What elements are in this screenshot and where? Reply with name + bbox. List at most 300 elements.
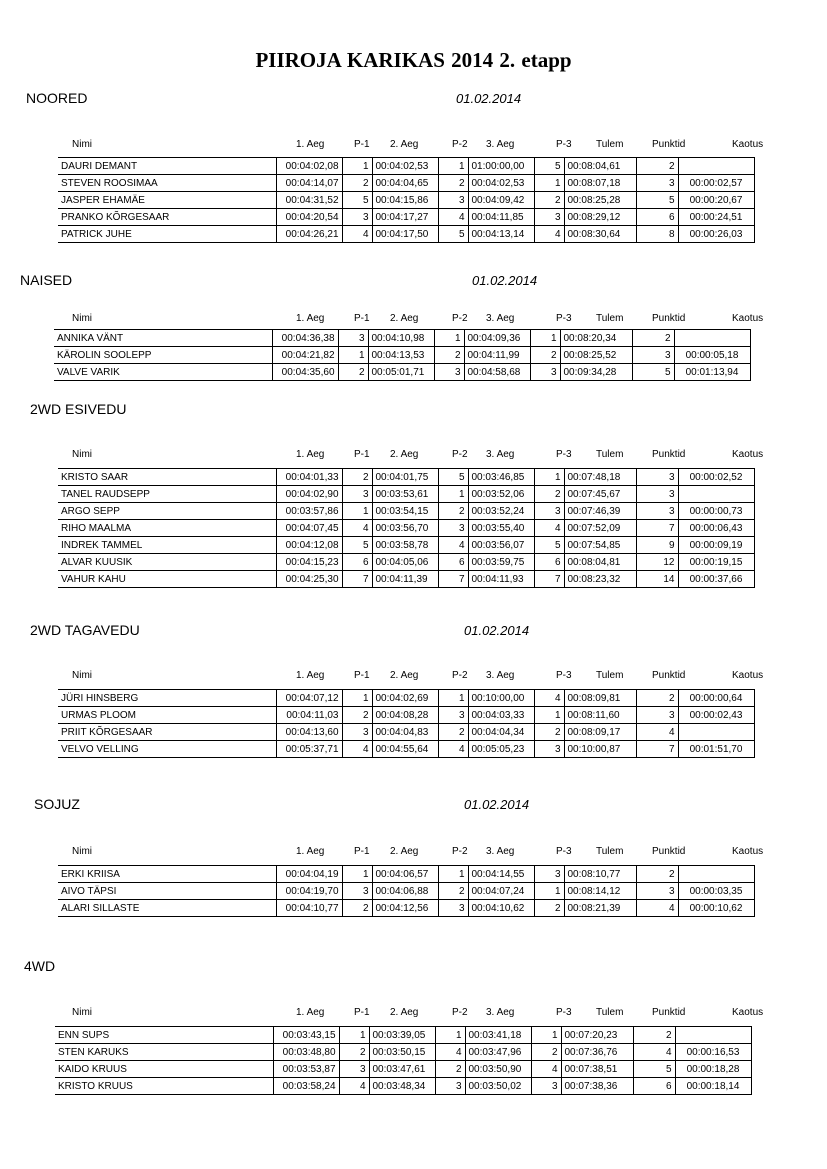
table-row xyxy=(58,209,754,226)
cell-punktid: 7 xyxy=(636,520,678,537)
cell-aeg3: 00:05:05,23 xyxy=(468,741,534,758)
cell-aeg3: 00:04:11,93 xyxy=(468,571,534,588)
cell-punktid: 2 xyxy=(632,330,674,347)
cell-kaotus: 00:00:09,19 xyxy=(678,537,754,554)
cell-tulem: 00:07:46,39 xyxy=(564,503,636,520)
cell-kaotus: 00:00:02,52 xyxy=(678,469,754,486)
column-header-aeg1: 1. Aeg xyxy=(296,1007,325,1018)
cell-punktid: 2 xyxy=(636,866,678,883)
cell-p3: 3 xyxy=(534,866,564,883)
cell-punktid: 3 xyxy=(636,883,678,900)
cell-p1: 1 xyxy=(338,347,368,364)
column-header-aeg3: 3. Aeg xyxy=(486,449,515,460)
table-row xyxy=(58,571,754,588)
cell-tulem: 00:07:38,51 xyxy=(561,1061,633,1078)
column-header-aeg1: 1. Aeg xyxy=(296,139,325,150)
column-header-aeg1: 1. Aeg xyxy=(296,846,325,857)
cell-p1: 3 xyxy=(339,1061,369,1078)
cell-kaotus xyxy=(678,866,754,883)
cell-p1: 3 xyxy=(342,724,372,741)
column-header-punktid: Punktid xyxy=(652,313,686,324)
column-header-p2: P-2 xyxy=(452,139,468,150)
column-header-aeg2: 2. Aeg xyxy=(390,449,419,460)
column-header-name: Nimi xyxy=(72,449,92,460)
cell-tulem: 00:08:07,18 xyxy=(564,175,636,192)
cell-aeg3: 00:04:14,55 xyxy=(468,866,534,883)
cell-aeg3: 00:03:56,07 xyxy=(468,537,534,554)
cell-aeg1: 00:04:07,12 xyxy=(276,690,342,707)
cell-aeg1: 00:04:02,08 xyxy=(276,158,342,175)
column-header-kaotus: Kaotus xyxy=(732,846,764,857)
cell-name: TANEL RAUDSEPP xyxy=(58,486,276,503)
cell-aeg2: 00:04:13,53 xyxy=(368,347,434,364)
table-row xyxy=(58,554,754,571)
cell-tulem: 00:07:36,76 xyxy=(561,1044,633,1061)
column-header-tulem: Tulem xyxy=(596,139,624,150)
cell-punktid: 7 xyxy=(636,741,678,758)
cell-aeg2: 00:03:47,61 xyxy=(369,1061,435,1078)
column-header-p1: P-1 xyxy=(354,449,370,460)
cell-p3: 1 xyxy=(531,1027,561,1044)
cell-tulem: 00:08:09,81 xyxy=(564,690,636,707)
cell-kaotus: 00:00:02,43 xyxy=(678,707,754,724)
column-header-p1: P-1 xyxy=(354,846,370,857)
cell-p1: 2 xyxy=(338,364,368,381)
cell-aeg3: 00:03:52,06 xyxy=(468,486,534,503)
table-row xyxy=(58,741,754,758)
cell-name: ARGO SEPP xyxy=(58,503,276,520)
cell-aeg1: 00:04:20,54 xyxy=(276,209,342,226)
cell-p2: 5 xyxy=(438,226,468,243)
cell-tulem: 00:10:00,87 xyxy=(564,741,636,758)
cell-aeg2: 00:04:02,69 xyxy=(372,690,438,707)
cell-aeg2: 00:04:06,88 xyxy=(372,883,438,900)
cell-aeg1: 00:04:07,45 xyxy=(276,520,342,537)
column-header-p2: P-2 xyxy=(452,313,468,324)
column-header-tulem: Tulem xyxy=(596,670,624,681)
cell-name: RIHO MAALMA xyxy=(58,520,276,537)
cell-aeg3: 00:03:52,24 xyxy=(468,503,534,520)
results-table-sojuz xyxy=(58,865,755,917)
cell-name: ALVAR KUUSIK xyxy=(58,554,276,571)
cell-aeg3: 00:03:55,40 xyxy=(468,520,534,537)
cell-aeg3: 00:04:04,34 xyxy=(468,724,534,741)
cell-tulem: 00:08:23,32 xyxy=(564,571,636,588)
cell-p1: 2 xyxy=(342,900,372,917)
table-row xyxy=(58,469,754,486)
table-row xyxy=(58,192,754,209)
table-row xyxy=(58,883,754,900)
cell-p3: 3 xyxy=(534,741,564,758)
column-header-punktid: Punktid xyxy=(652,670,686,681)
cell-p3: 2 xyxy=(534,900,564,917)
cell-name: DAURI DEMANT xyxy=(58,158,276,175)
column-header-aeg3: 3. Aeg xyxy=(486,670,515,681)
cell-punktid: 3 xyxy=(636,503,678,520)
table-row xyxy=(58,537,754,554)
cell-aeg3: 00:03:50,90 xyxy=(465,1061,531,1078)
results-table-2wd-tagavedu xyxy=(58,689,755,758)
cell-tulem: 00:09:34,28 xyxy=(560,364,632,381)
cell-kaotus: 00:00:05,18 xyxy=(674,347,750,364)
cell-kaotus: 00:00:00,73 xyxy=(678,503,754,520)
cell-name: VALVE VARIK xyxy=(54,364,272,381)
cell-aeg1: 00:04:13,60 xyxy=(276,724,342,741)
cell-p1: 2 xyxy=(339,1044,369,1061)
cell-p1: 1 xyxy=(342,690,372,707)
cell-p3: 4 xyxy=(534,520,564,537)
cell-name: JÜRI HINSBERG xyxy=(58,690,276,707)
section-date: 01.02.2014 xyxy=(456,91,522,106)
cell-p2: 4 xyxy=(438,741,468,758)
cell-punktid: 3 xyxy=(636,175,678,192)
cell-punktid: 3 xyxy=(636,486,678,503)
column-header-p1: P-1 xyxy=(354,313,370,324)
cell-p1: 7 xyxy=(342,571,372,588)
cell-aeg1: 00:03:48,80 xyxy=(273,1044,339,1061)
cell-p3: 4 xyxy=(531,1061,561,1078)
column-header-punktid: Punktid xyxy=(652,449,686,460)
cell-kaotus: 00:00:19,15 xyxy=(678,554,754,571)
cell-punktid: 6 xyxy=(633,1078,675,1095)
cell-aeg2: 00:04:17,27 xyxy=(372,209,438,226)
section-title-2wd-esivedu: 2WD ESIVEDU xyxy=(30,401,127,417)
cell-kaotus: 00:00:03,35 xyxy=(678,883,754,900)
cell-p2: 3 xyxy=(435,1078,465,1095)
cell-p1: 4 xyxy=(342,741,372,758)
cell-p3: 3 xyxy=(531,1078,561,1095)
column-header-aeg2: 2. Aeg xyxy=(390,1007,419,1018)
cell-aeg3: 00:04:09,36 xyxy=(464,330,530,347)
cell-kaotus xyxy=(678,486,754,503)
cell-aeg2: 00:03:53,61 xyxy=(372,486,438,503)
table-row xyxy=(55,1061,751,1078)
column-header-aeg2: 2. Aeg xyxy=(390,313,419,324)
cell-p1: 3 xyxy=(342,486,372,503)
cell-tulem: 00:08:21,39 xyxy=(564,900,636,917)
cell-p2: 2 xyxy=(438,175,468,192)
cell-p3: 1 xyxy=(534,883,564,900)
cell-tulem: 00:07:20,23 xyxy=(561,1027,633,1044)
cell-aeg2: 00:04:06,57 xyxy=(372,866,438,883)
cell-p1: 4 xyxy=(339,1078,369,1095)
cell-p1: 4 xyxy=(342,226,372,243)
table-row xyxy=(54,347,750,364)
cell-punktid: 5 xyxy=(636,192,678,209)
cell-kaotus: 00:00:26,03 xyxy=(678,226,754,243)
cell-p1: 1 xyxy=(342,866,372,883)
cell-kaotus: 00:00:18,28 xyxy=(675,1061,751,1078)
cell-p2: 4 xyxy=(435,1044,465,1061)
cell-p2: 3 xyxy=(434,364,464,381)
column-header-kaotus: Kaotus xyxy=(732,313,764,324)
cell-name: URMAS PLOOM xyxy=(58,707,276,724)
cell-kaotus: 00:00:37,66 xyxy=(678,571,754,588)
cell-aeg2: 00:04:04,83 xyxy=(372,724,438,741)
cell-p3: 1 xyxy=(534,469,564,486)
cell-aeg3: 00:03:50,02 xyxy=(465,1078,531,1095)
cell-tulem: 00:07:48,18 xyxy=(564,469,636,486)
cell-punktid: 3 xyxy=(632,347,674,364)
cell-aeg2: 00:03:50,15 xyxy=(369,1044,435,1061)
cell-tulem: 00:08:25,28 xyxy=(564,192,636,209)
page-title: PIIROJA KARIKAS 2014 2. etapp xyxy=(255,48,572,72)
column-header-p1: P-1 xyxy=(354,1007,370,1018)
cell-name: ERKI KRIISA xyxy=(58,866,276,883)
cell-p3: 3 xyxy=(534,209,564,226)
column-header-aeg1: 1. Aeg xyxy=(296,670,325,681)
table-row xyxy=(58,503,754,520)
cell-aeg1: 00:03:57,86 xyxy=(276,503,342,520)
cell-p2: 4 xyxy=(438,209,468,226)
cell-p3: 2 xyxy=(531,1044,561,1061)
cell-kaotus: 00:00:16,53 xyxy=(675,1044,751,1061)
cell-aeg2: 00:04:11,39 xyxy=(372,571,438,588)
cell-tulem: 00:08:04,81 xyxy=(564,554,636,571)
cell-p1: 3 xyxy=(342,209,372,226)
column-header-kaotus: Kaotus xyxy=(732,1007,764,1018)
cell-name: ANNIKA VÄNT xyxy=(54,330,272,347)
cell-p2: 1 xyxy=(438,486,468,503)
column-header-punktid: Punktid xyxy=(652,846,686,857)
cell-p3: 2 xyxy=(534,486,564,503)
cell-p3: 2 xyxy=(534,724,564,741)
results-table-2wd-esivedu xyxy=(58,468,755,588)
column-header-p3: P-3 xyxy=(556,313,572,324)
cell-name: VAHUR KAHU xyxy=(58,571,276,588)
cell-name: PRIIT KÕRGESAAR xyxy=(58,724,276,741)
cell-kaotus: 00:00:24,51 xyxy=(678,209,754,226)
table-row xyxy=(58,724,754,741)
table-row xyxy=(54,364,750,381)
cell-aeg2: 00:05:01,71 xyxy=(368,364,434,381)
cell-aeg1: 00:04:15,23 xyxy=(276,554,342,571)
cell-tulem: 00:07:45,67 xyxy=(564,486,636,503)
cell-aeg2: 00:03:54,15 xyxy=(372,503,438,520)
cell-punktid: 8 xyxy=(636,226,678,243)
cell-tulem: 00:07:38,36 xyxy=(561,1078,633,1095)
cell-p2: 6 xyxy=(438,554,468,571)
cell-punktid: 4 xyxy=(633,1044,675,1061)
cell-kaotus: 00:00:20,67 xyxy=(678,192,754,209)
cell-aeg2: 00:03:56,70 xyxy=(372,520,438,537)
section-title-4wd: 4WD xyxy=(24,958,56,974)
cell-aeg3: 00:03:59,75 xyxy=(468,554,534,571)
cell-aeg3: 00:03:46,85 xyxy=(468,469,534,486)
cell-kaotus: 00:01:13,94 xyxy=(674,364,750,381)
cell-p3: 5 xyxy=(534,158,564,175)
cell-name: KÄROLIN SOOLEPP xyxy=(54,347,272,364)
section-date: 01.02.2014 xyxy=(464,623,530,638)
cell-aeg3: 00:04:02,53 xyxy=(468,175,534,192)
cell-kaotus: 00:01:51,70 xyxy=(678,741,754,758)
cell-p1: 6 xyxy=(342,554,372,571)
column-header-aeg3: 3. Aeg xyxy=(486,1007,515,1018)
cell-aeg2: 00:04:10,98 xyxy=(368,330,434,347)
cell-aeg2: 00:04:04,65 xyxy=(372,175,438,192)
cell-p3: 2 xyxy=(530,347,560,364)
cell-kaotus xyxy=(675,1027,751,1044)
column-header-p1: P-1 xyxy=(354,670,370,681)
column-header-tulem: Tulem xyxy=(596,846,624,857)
cell-p2: 2 xyxy=(435,1061,465,1078)
column-header-aeg2: 2. Aeg xyxy=(390,846,419,857)
column-header-aeg1: 1. Aeg xyxy=(296,313,325,324)
cell-name: KRISTO KRUUS xyxy=(55,1078,273,1095)
cell-aeg2: 00:04:55,64 xyxy=(372,741,438,758)
column-header-p2: P-2 xyxy=(452,1007,468,1018)
cell-aeg1: 00:04:01,33 xyxy=(276,469,342,486)
cell-aeg3: 00:04:13,14 xyxy=(468,226,534,243)
cell-p2: 1 xyxy=(435,1027,465,1044)
cell-p2: 7 xyxy=(438,571,468,588)
cell-p2: 2 xyxy=(438,724,468,741)
cell-aeg3: 00:04:58,68 xyxy=(464,364,530,381)
column-header-name: Nimi xyxy=(72,670,92,681)
cell-aeg1: 00:04:26,21 xyxy=(276,226,342,243)
cell-p2: 3 xyxy=(438,520,468,537)
cell-aeg1: 00:04:02,90 xyxy=(276,486,342,503)
column-header-p2: P-2 xyxy=(452,846,468,857)
cell-tulem: 00:08:20,34 xyxy=(560,330,632,347)
cell-aeg3: 00:04:11,99 xyxy=(464,347,530,364)
cell-punktid: 3 xyxy=(636,707,678,724)
results-table-noored xyxy=(58,157,755,243)
cell-aeg1: 00:04:25,30 xyxy=(276,571,342,588)
cell-punktid: 9 xyxy=(636,537,678,554)
cell-name: KRISTO SAAR xyxy=(58,469,276,486)
cell-tulem: 00:08:04,61 xyxy=(564,158,636,175)
cell-p2: 1 xyxy=(438,866,468,883)
column-header-p2: P-2 xyxy=(452,670,468,681)
column-header-p1: P-1 xyxy=(354,139,370,150)
column-header-tulem: Tulem xyxy=(596,313,624,324)
cell-p1: 2 xyxy=(342,707,372,724)
section-title-2wd-tagavedu: 2WD TAGAVEDU xyxy=(30,622,140,638)
section-title-noored: NOORED xyxy=(26,90,88,106)
cell-p2: 2 xyxy=(434,347,464,364)
cell-p1: 3 xyxy=(342,883,372,900)
table-row xyxy=(58,226,754,243)
cell-kaotus: 00:00:02,57 xyxy=(678,175,754,192)
cell-kaotus: 00:00:06,43 xyxy=(678,520,754,537)
section-date: 01.02.2014 xyxy=(464,797,530,812)
cell-p1: 4 xyxy=(342,520,372,537)
column-header-p2: P-2 xyxy=(452,449,468,460)
cell-p1: 2 xyxy=(342,175,372,192)
cell-p2: 5 xyxy=(438,469,468,486)
cell-p3: 5 xyxy=(534,537,564,554)
cell-p1: 2 xyxy=(342,469,372,486)
cell-p1: 1 xyxy=(342,503,372,520)
cell-p3: 2 xyxy=(534,192,564,209)
column-header-aeg3: 3. Aeg xyxy=(486,846,515,857)
cell-tulem: 00:08:10,77 xyxy=(564,866,636,883)
table-row xyxy=(58,486,754,503)
cell-aeg3: 00:04:09,42 xyxy=(468,192,534,209)
cell-tulem: 00:08:30,64 xyxy=(564,226,636,243)
cell-p2: 3 xyxy=(438,707,468,724)
cell-kaotus: 00:00:18,14 xyxy=(675,1078,751,1095)
cell-p2: 3 xyxy=(438,192,468,209)
results-table-4wd xyxy=(55,1026,752,1095)
cell-aeg1: 00:04:19,70 xyxy=(276,883,342,900)
column-header-name: Nimi xyxy=(72,1007,92,1018)
cell-aeg1: 00:04:14,07 xyxy=(276,175,342,192)
cell-aeg2: 00:04:08,28 xyxy=(372,707,438,724)
cell-p2: 4 xyxy=(438,537,468,554)
cell-tulem: 00:07:54,85 xyxy=(564,537,636,554)
column-header-aeg2: 2. Aeg xyxy=(390,670,419,681)
table-row xyxy=(55,1044,751,1061)
cell-p1: 1 xyxy=(342,158,372,175)
cell-name: VELVO VELLING xyxy=(58,741,276,758)
cell-aeg2: 00:03:58,78 xyxy=(372,537,438,554)
column-header-punktid: Punktid xyxy=(652,1007,686,1018)
cell-p3: 3 xyxy=(534,503,564,520)
cell-name: PRANKO KÕRGESAAR xyxy=(58,209,276,226)
cell-aeg3: 00:04:03,33 xyxy=(468,707,534,724)
cell-tulem: 00:08:29,12 xyxy=(564,209,636,226)
column-header-tulem: Tulem xyxy=(596,1007,624,1018)
cell-aeg2: 00:04:17,50 xyxy=(372,226,438,243)
cell-name: PATRICK JUHE xyxy=(58,226,276,243)
cell-aeg2: 00:03:48,34 xyxy=(369,1078,435,1095)
cell-aeg2: 00:04:12,56 xyxy=(372,900,438,917)
cell-aeg1: 00:04:04,19 xyxy=(276,866,342,883)
cell-kaotus: 00:00:00,64 xyxy=(678,690,754,707)
cell-p1: 5 xyxy=(342,192,372,209)
cell-tulem: 00:08:09,17 xyxy=(564,724,636,741)
cell-punktid: 2 xyxy=(633,1027,675,1044)
cell-tulem: 00:08:25,52 xyxy=(560,347,632,364)
column-header-aeg1: 1. Aeg xyxy=(296,449,325,460)
column-header-name: Nimi xyxy=(72,313,92,324)
column-header-p3: P-3 xyxy=(556,846,572,857)
cell-punktid: 14 xyxy=(636,571,678,588)
cell-punktid: 2 xyxy=(636,690,678,707)
cell-punktid: 4 xyxy=(636,900,678,917)
cell-p2: 3 xyxy=(438,900,468,917)
cell-name: ALARI SILLASTE xyxy=(58,900,276,917)
column-header-aeg3: 3. Aeg xyxy=(486,313,515,324)
cell-p3: 6 xyxy=(534,554,564,571)
table-row xyxy=(58,866,754,883)
cell-p3: 1 xyxy=(534,707,564,724)
cell-punktid: 12 xyxy=(636,554,678,571)
cell-aeg3: 00:04:07,24 xyxy=(468,883,534,900)
cell-p3: 3 xyxy=(530,364,560,381)
cell-p3: 4 xyxy=(534,690,564,707)
cell-aeg1: 00:04:21,82 xyxy=(272,347,338,364)
column-header-punktid: Punktid xyxy=(652,139,686,150)
cell-aeg2: 00:04:15,86 xyxy=(372,192,438,209)
cell-kaotus xyxy=(674,330,750,347)
cell-aeg1: 00:03:53,87 xyxy=(273,1061,339,1078)
cell-aeg3: 00:03:47,96 xyxy=(465,1044,531,1061)
cell-name: STEVEN ROOSIMAA xyxy=(58,175,276,192)
column-header-name: Nimi xyxy=(72,139,92,150)
cell-kaotus xyxy=(678,724,754,741)
cell-aeg1: 00:04:11,03 xyxy=(276,707,342,724)
cell-tulem: 00:08:11,60 xyxy=(564,707,636,724)
cell-aeg2: 00:03:39,05 xyxy=(369,1027,435,1044)
section-title-sojuz: SOJUZ xyxy=(34,796,80,812)
cell-p2: 2 xyxy=(438,883,468,900)
cell-p1: 1 xyxy=(339,1027,369,1044)
cell-aeg1: 00:04:10,77 xyxy=(276,900,342,917)
table-row xyxy=(55,1027,751,1044)
